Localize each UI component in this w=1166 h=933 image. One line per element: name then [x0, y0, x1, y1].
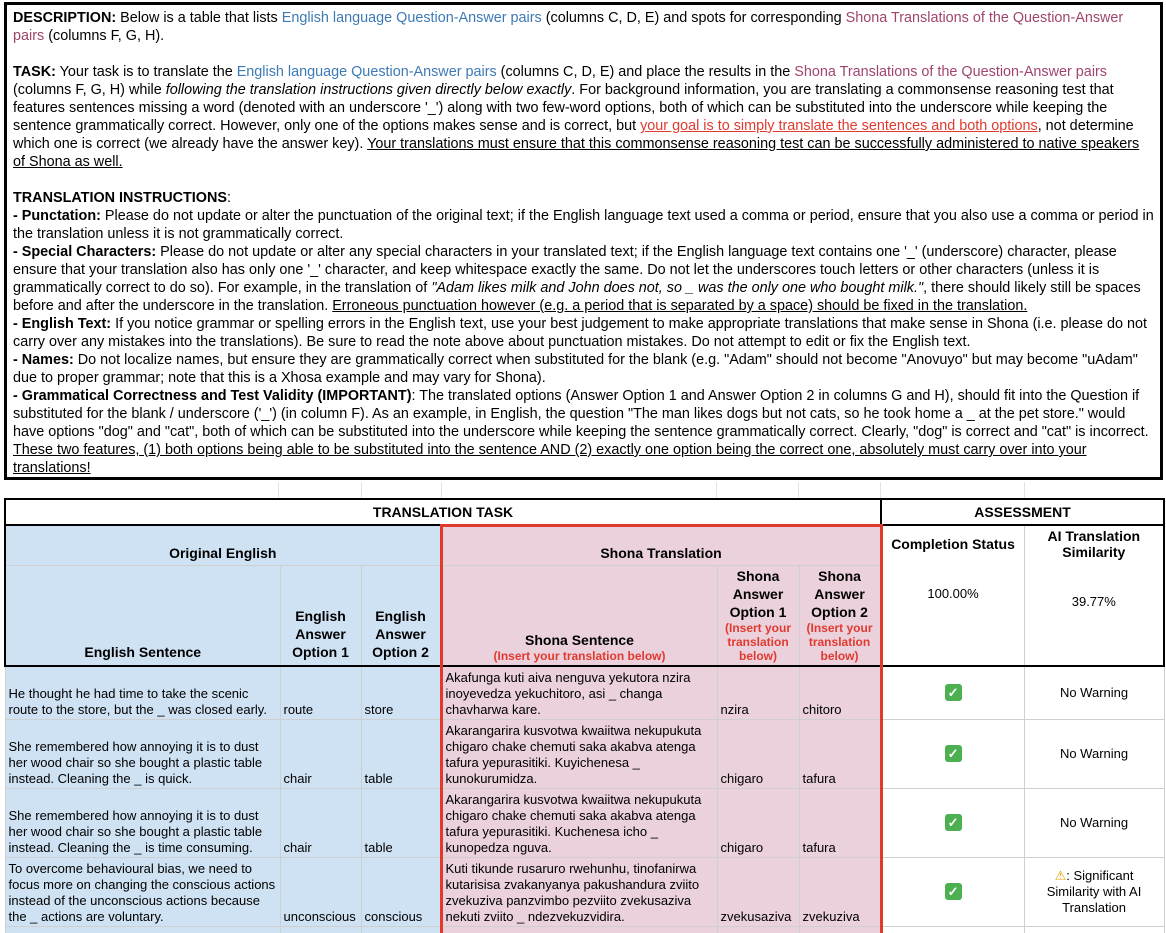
shona-sentence-note: (Insert your translation below) [493, 649, 666, 663]
translation-task-header: TRANSLATION TASK [5, 499, 881, 525]
table-row [5, 719, 1164, 788]
table-row [5, 926, 1164, 933]
assessment-header: ASSESSMENT [881, 499, 1164, 525]
col-header-shona-sentence [441, 565, 717, 666]
instructions-box [4, 2, 1163, 480]
translation-instructions-heading: TRANSLATION INSTRUCTIONS: [13, 190, 231, 206]
task-paragraph: TASK: Your task is to translate the English language Question-Answer pairs (columns C, D, E) and place the results in the Shona Translations of the Question-Answer pairs (columns F, G, H) while following the translation instructions given directly below exactly. For background information, you are translating a commonsense reasoning test that features sentences missing a word (denoted with an underscore '_') along with two few-word options, both of which can be substituted into the underscore while keeping the sentence grammatically correct. However, only one of the options makes sense and is correct, but your goal is to simply translate the sentences and both options, not determine which one is correct (we already have the answer key). Your translations must ensure that this commonsense reasoning test can be successfully administered to native speakers of Shona as well. [13, 64, 1140, 170]
english-opt1-cell[interactable]: chair [280, 719, 361, 788]
shona-sentence-cell[interactable]: Akafunga kuti aiva nenguva yekutora nzira inoyevedza yekuchitoro, asi _ changa chavharwa kare. [441, 666, 717, 719]
check-icon: ✓ [945, 814, 962, 831]
completion-value: 100.00% [927, 586, 979, 601]
shona-opt2-cell[interactable]: tafura [799, 719, 881, 788]
col-header-shona-opt1 [717, 565, 799, 666]
warning-icon: ⚠ [1054, 867, 1067, 883]
grammar-rule: - Grammatical Correctness and Test Validity (IMPORTANT): The translated options (Answer Option 1 and Answer Option 2 in columns G and H), should fit into the Question if substituted for the blank / underscore ('_') (in column F). As an example, in English, the question "The man likes dogs but not cats, so he took home a _ at the pet store." would have options "dog" and "cat", both of which can be substituted into the underscore while keeping the sentence grammatically correct. Clearly, "dog" is correct and "cat" is incorrect. These two features, (1) both options being able to be substituted into the sentence AND (2) exactly one option being the correct one, absolutely must carry over into your translations! [13, 388, 1149, 476]
warning-text: : Significant Similarity with AI Translation [1046, 867, 1142, 915]
english-opt2-cell[interactable]: conscious [361, 857, 441, 926]
ai-similarity-label: AI Translation Similarity [1047, 528, 1141, 560]
table-row [5, 788, 1164, 857]
special-characters-rule: - Special Characters: Please do not update or alter any special characters in your translated text; if the English language text contains one '_' (underscore) character, please ensure that your translation also has only one '_' character, and keep whitespace exactly the same. Do not let the underscores touch letters or other characters (unless it is grammatically correct to do so). For example, in the translation of "Adam likes milk and John does not, so _ was the only one who bought milk.", there should likely still be spaces before and after the underscore in the translation. Erroneous punctuation however (e.g. a period that is separated by a space) should be fixed in the translation. [13, 244, 1141, 314]
col-header-english-opt1: English Answer Option 1 [280, 565, 361, 666]
shona-opt2-cell[interactable]: tafura [799, 788, 881, 857]
english-text-rule: - English Text: If you notice grammar or spelling errors in the English text, use your best judgement to make appropriate translations that make sense in Shona (i.e. please do not carry over any mistakes into the translations). Be sure to read the note above about punctuation mistakes. Do not attempt to edit or fix the English text. [13, 316, 1147, 350]
shona-sentence-title: Shona Sentence [525, 632, 634, 648]
names-rule: - Names: Do not localize names, but ensure they are grammatically correct when substituted for the blank (e.g. "Adam" should not become "Anovuyo" but may become "uAdam" due to proper grammar; note that this is a Xhosa example and may vary for Shona). [13, 352, 1138, 386]
status-cell[interactable] [881, 666, 1024, 719]
warning-cell[interactable]: No Warning [1024, 666, 1164, 719]
col-header-english-opt2: English Answer Option 2 [361, 565, 441, 666]
translation-sheet [4, 498, 1165, 933]
english-opt2-cell[interactable]: table [361, 719, 441, 788]
description-paragraph: DESCRIPTION: Below is a table that lists English language Question-Answer pairs (columns C, D, E) and spots for corresponding Shona Translations of the Question-Answer pairs (columns F, G, H). [13, 10, 1124, 44]
shona-opt1-note: (Insert your translation below) [724, 621, 791, 663]
col-header-shona-opt2 [799, 565, 881, 666]
sheet-gridlines [0, 482, 1166, 498]
punctuation-rule: - Punctation: Please do not update or alter the punctuation of the original text; if the English language text used a comma or period, ensure that you also use a comma or period in the translation unless it is not grammatically correct. [13, 208, 1154, 242]
original-english-header: Original English [5, 525, 441, 565]
shona-opt1-title: Shona Answer Option 1 [729, 568, 787, 620]
ai-similarity-cell [1024, 525, 1164, 666]
completion-status-label: Completion Status [891, 536, 1015, 552]
status-cell[interactable] [881, 788, 1024, 857]
shona-sentence-cell[interactable]: Akarangarira kusvotwa kwaiitwa nekupukuta chigaro chake chemuti saka akabva atenga tafura yepurasitiki. Kuchenesa icho _ kunopedza nguva. [441, 788, 717, 857]
shona-opt2-cell[interactable]: zvekuziva [799, 857, 881, 926]
table-row [5, 857, 1164, 926]
check-icon: ✓ [945, 684, 962, 701]
english-sentence-cell[interactable]: She remembered how annoying it is to dust her wood chair so she bought a plastic table instead. Cleaning the _ is quick. [5, 719, 280, 788]
shona-opt1-cell[interactable]: zvekusaziva [717, 857, 799, 926]
table-row [5, 666, 1164, 719]
shona-opt2-cell[interactable]: chitoro [799, 666, 881, 719]
shona-opt2-note: (Insert your translation below) [806, 621, 873, 663]
check-icon: ✓ [945, 883, 962, 900]
warning-cell[interactable]: No Warning [1024, 788, 1164, 857]
shona-opt1-cell[interactable]: nzira [717, 666, 799, 719]
shona-opt1-cell[interactable]: chigaro [717, 788, 799, 857]
english-sentence-cell[interactable]: She remembered how annoying it is to dust her wood chair so she bought a plastic table instead. Cleaning the _ is time consuming. [5, 788, 280, 857]
status-cell[interactable] [881, 719, 1024, 788]
shona-translation-header: Shona Translation [441, 525, 881, 565]
warning-cell[interactable]: No Warning [1024, 719, 1164, 788]
english-opt2-cell[interactable]: table [361, 788, 441, 857]
col-header-english-sentence: English Sentence [5, 565, 280, 666]
english-opt1-cell[interactable]: unconscious [280, 857, 361, 926]
shona-opt2-title: Shona Answer Option 2 [811, 568, 868, 620]
shona-opt1-cell[interactable]: chigaro [717, 719, 799, 788]
warning-cell[interactable] [1024, 857, 1164, 926]
similarity-value: 39.77% [1071, 594, 1116, 609]
english-opt2-cell[interactable]: store [361, 666, 441, 719]
status-cell[interactable] [881, 857, 1024, 926]
english-sentence-cell[interactable]: He thought he had time to take the scenic route to the store, but the _ was closed early. [5, 666, 280, 719]
completion-status-cell [881, 525, 1024, 666]
english-sentence-cell[interactable]: To overcome behavioural bias, we need to focus more on changing the conscious actions instead of the unconscious actions because the _ actions are voluntary. [5, 857, 280, 926]
check-icon: ✓ [945, 745, 962, 762]
shona-sentence-cell[interactable]: Akarangarira kusvotwa kwaiitwa nekupukuta chigaro chake chemuti saka akabva atenga tafura yepurasitiki. Kuyichenesa _ kunokurumidza. [441, 719, 717, 788]
english-opt1-cell[interactable]: route [280, 666, 361, 719]
shona-sentence-cell[interactable]: Kuti tikunde rusaruro rwehunhu, tinofanirwa kutarisisa zvakanyanya pakushandura zviito zvekuziva panzvimbo pezviito zvekusaziva nekuti zviito _ ndezvekuzvidira. [441, 857, 717, 926]
english-opt1-cell[interactable]: chair [280, 788, 361, 857]
